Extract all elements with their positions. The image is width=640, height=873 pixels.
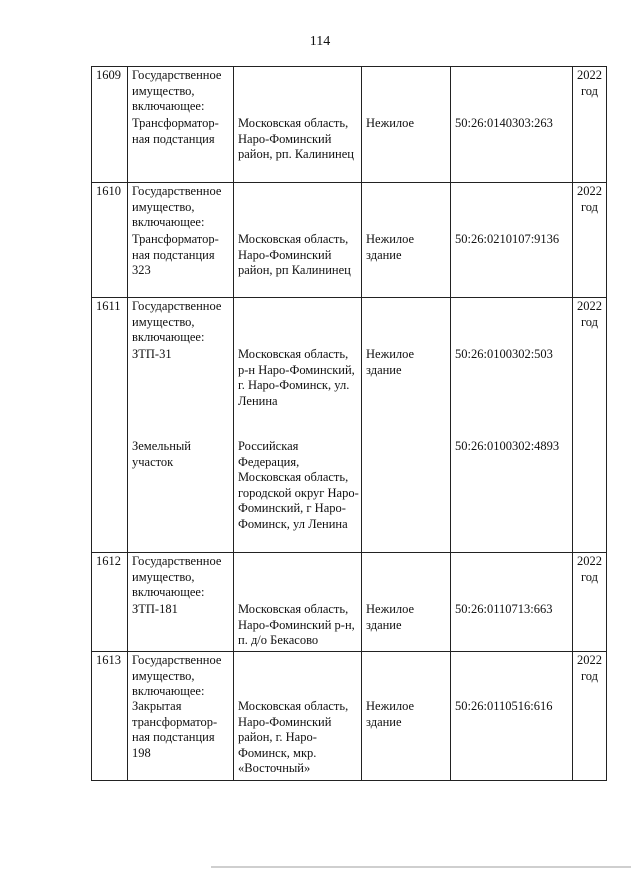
item-purpose: Нежилое здание — [366, 232, 415, 262]
row-number-cell — [92, 298, 128, 553]
item-name: Земельный участок — [132, 439, 191, 469]
row-number-cell — [92, 652, 128, 781]
address-cell — [234, 652, 362, 781]
item-name: Закрытая трансформатор-ная подстанция 198 — [132, 699, 218, 760]
item-cadastral-number: 50:26:0110713:663 — [455, 602, 553, 616]
item-address: Московская область, Наро-Фоминский р-н, п. д/о Бекасово — [238, 602, 355, 647]
address-cell — [234, 67, 362, 183]
row-number: 1611 — [96, 299, 121, 313]
property-registry-table — [91, 66, 607, 781]
item-address: Московская область, Наро-Фоминский район, рп Калининец — [238, 232, 351, 277]
name-cell — [128, 183, 234, 298]
row-number-cell — [92, 67, 128, 183]
purpose-cell — [362, 553, 451, 652]
purpose-cell — [362, 183, 451, 298]
year-value: 2022 год — [577, 554, 602, 584]
row-number: 1613 — [96, 653, 121, 667]
item-cadastral-number: 50:26:0110516:616 — [455, 699, 553, 713]
item-purpose: Нежилое здание — [366, 347, 415, 377]
year-value: 2022 год — [577, 68, 602, 98]
table-row — [92, 652, 607, 781]
purpose-cell — [362, 67, 451, 183]
item-address: Московская область, Наро-Фоминский район, рп. Калининец — [238, 116, 354, 161]
table-row — [92, 183, 607, 298]
item-name: Трансформатор-ная подстанция 323 — [132, 232, 219, 277]
page-number: 114 — [309, 34, 331, 49]
row-number-cell — [92, 183, 128, 298]
name-cell — [128, 298, 234, 553]
item-cadastral-number: 50:26:0140303:263 — [455, 116, 553, 130]
year-cell — [573, 183, 607, 298]
item-address: Московская область, Наро-Фоминский район, г. Наро-Фоминск, мкр. «Восточный» — [238, 699, 349, 775]
group-label: Государственное имущество, включающее: — [132, 554, 222, 599]
year-value: 2022 год — [577, 299, 602, 329]
item-name: Трансформатор-ная подстанция — [132, 116, 219, 146]
table-row — [92, 67, 607, 183]
name-cell — [128, 652, 234, 781]
address-cell — [234, 183, 362, 298]
purpose-cell — [362, 298, 451, 553]
group-label: Государственное имущество, включающее: — [132, 653, 222, 698]
scan-edge-line — [211, 866, 631, 868]
cadastral-cell — [451, 652, 573, 781]
table-row — [92, 553, 607, 652]
address-cell — [234, 553, 362, 652]
group-label: Государственное имущество, включающее: — [132, 299, 222, 344]
item-purpose: Нежилое здание — [366, 602, 415, 632]
item-purpose: Нежилое — [366, 116, 415, 130]
table-row — [92, 298, 607, 553]
item-name: ЗТП-31 — [132, 347, 172, 361]
year-cell — [573, 553, 607, 652]
cadastral-cell — [451, 298, 573, 553]
row-number: 1612 — [96, 554, 121, 568]
item-address: Российская Федерация, Московская область, городской округ Наро-Фоминский, г Наро-Фоминск, ул Ленина — [238, 439, 359, 531]
item-cadastral-number: 50:26:0100302:503 — [455, 347, 553, 361]
group-label: Государственное имущество, включающее: — [132, 184, 222, 229]
item-address: Московская область, р-н Наро-Фоминский, г. Наро-Фоминск, ул. Ленина — [238, 347, 355, 408]
cadastral-cell — [451, 553, 573, 652]
year-cell — [573, 652, 607, 781]
row-number: 1609 — [96, 68, 121, 82]
year-cell — [573, 298, 607, 553]
item-purpose: Нежилое здание — [366, 699, 415, 729]
group-label: Государственное имущество, включающее: — [132, 68, 222, 113]
year-cell — [573, 67, 607, 183]
cadastral-cell — [451, 183, 573, 298]
item-name: ЗТП-181 — [132, 602, 178, 616]
cadastral-cell — [451, 67, 573, 183]
address-cell — [234, 298, 362, 553]
item-cadastral-number: 50:26:0100302:4893 — [455, 439, 560, 453]
year-value: 2022 год — [577, 184, 602, 214]
item-cadastral-number: 50:26:0210107:9136 — [455, 232, 560, 246]
row-number-cell — [92, 553, 128, 652]
name-cell — [128, 67, 234, 183]
purpose-cell — [362, 652, 451, 781]
year-value: 2022 год — [577, 653, 602, 683]
name-cell — [128, 553, 234, 652]
row-number: 1610 — [96, 184, 121, 198]
